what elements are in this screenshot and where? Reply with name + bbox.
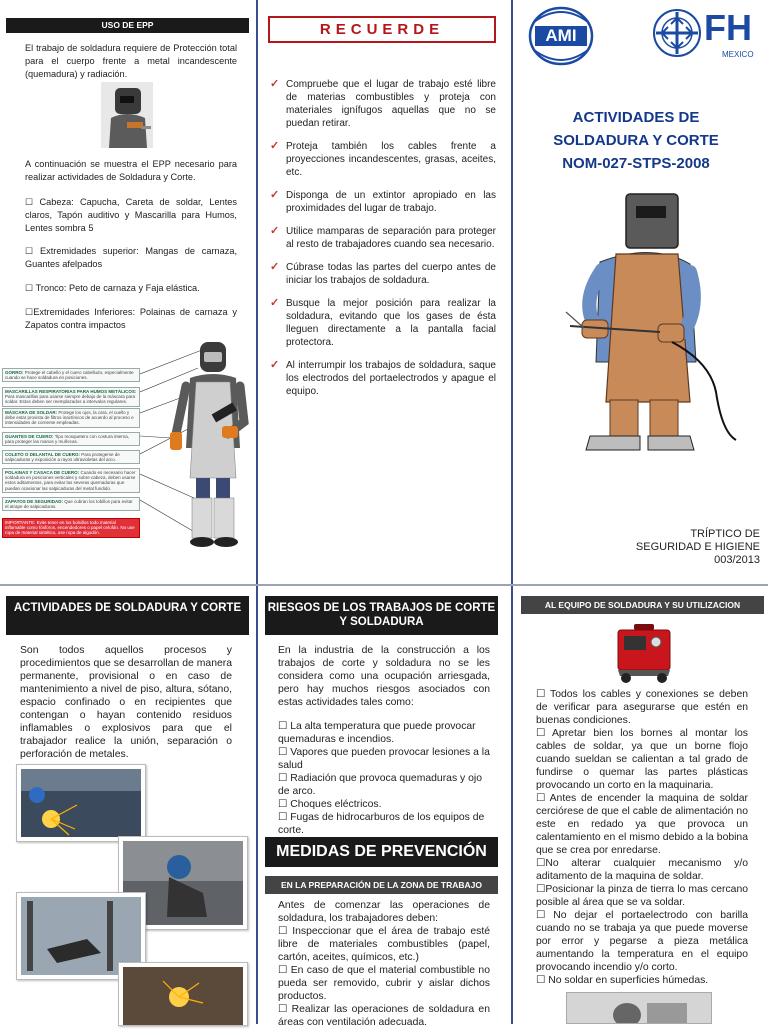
epp-continue-text: A continuación se muestra el EPP necesario para realizar actividades de Soldadura y Corte. <box>25 159 237 182</box>
check-icon: ✓ <box>270 78 280 90</box>
cover-title <box>518 106 754 175</box>
cover-footer-line: TRÍPTICO DE <box>690 528 760 540</box>
recuerde-item: ✓ Disponga de un extintor apropiado en las proximidades del lugar de trabajo. <box>270 189 496 214</box>
checkbox-icon: ☐ <box>536 884 546 895</box>
checkbox-icon: ☐ <box>25 246 40 257</box>
risks-header: RIESGOS DE LOS TRABAJOS DE CORTE Y SOLDADURA <box>265 596 498 635</box>
checkbox-icon: ☐ <box>25 306 34 317</box>
epp-intro: El trabajo de soldadura requiere de Protección total para el cuerpo frente a metal incandescente (quemadura) y radiación. <box>25 43 237 79</box>
recuerde-list <box>268 78 496 408</box>
cover-title-line: SOLDADURA Y CORTE <box>553 132 719 149</box>
recuerde-item: ✓ Al interrumpir los trabajos de soldadura, saque los electrodos del portaelectrodos y apague el equipo. <box>270 359 496 397</box>
check-icon: ✓ <box>270 297 280 309</box>
recuerde-item: ✓ Utilice mamparas de separación para proteger al resto de trabajadores cuando sea necesario. <box>270 225 496 250</box>
checkbox-icon: ☐ <box>25 282 36 293</box>
checkbox-icon: ☐ <box>278 799 291 810</box>
prep-item: ☐ Inspeccionar que el área de trabajo esté libre de materiales combustibles (papel, cartón, aceites, químicos, etc.) <box>278 926 490 963</box>
ppe-label: GORRO: Protege el cabello y el cuero cabelludo, especialmente cuando se hace soldadura en posiciones. <box>2 368 140 382</box>
welding-machine-image <box>612 622 676 684</box>
recuerde-item: ✓ Proteja también los cables frente a proyecciones incandescentes, grasas, aceites, etc. <box>270 140 496 178</box>
checkbox-icon: ☐ <box>536 975 549 986</box>
cover-footer-line: 003/2013 <box>714 554 760 566</box>
ami-logo-text: AMI <box>545 26 577 45</box>
cover-welder-illustration <box>540 192 740 462</box>
equipment-item: ☐ Todos los cables y conexiones se deben de verificar para asegurarse que estén en buenas condiciones. <box>536 689 748 726</box>
ami-logo <box>528 6 594 66</box>
epp-item: ☐ Cabeza: Capucha, Careta de soldar, Lentes claros, Tapón auditivo y Mascarilla para Humos, Lentes sombra 5 <box>25 197 237 233</box>
ppe-important-note: IMPORTANTE: Evite tener en los bolsillos todo material inflamable como fósforos, encendedores o papel celofán. No use ropa de material sintético, use ropa de algodón. <box>2 518 140 538</box>
fh-logo-sub: MEXICO <box>722 50 754 59</box>
ppe-label: POLAINAS Y CASACA DE CUERO: Cuando es necesario hacer soldadura en posiciones verticales y sobre cabeza, deben usarse estos aditamentos, para evitar las severas quemaduras que puedan ocasionar las salpicaduras del metal fundido. <box>2 468 140 493</box>
epp-item: ☐Extremidades Inferiores: Polainas de carnaza y Zapatos contra impactos <box>25 306 237 330</box>
welding-photo <box>118 962 248 1026</box>
ppe-label: MASCARILLAS RESPIRATORIAS PARA HUMOS METÁLICOS: Para mascarillas para usarse siempre debajo de la máscara para soldar. Estos deben ser reemplazados a intervalos regulares. <box>2 387 140 407</box>
checkbox-icon: ☐ <box>278 926 293 937</box>
recuerde-item: ✓ Busque la mejor posición para realizar la soldadura, evitando que los gases de ésta lleguen directamente a la pantalla facial protectora. <box>270 297 496 348</box>
equipment-item: ☐Posicionar la pinza de tierra lo mas cercano posible al área que se va soldar. <box>536 884 748 908</box>
checkbox-icon: ☐ <box>536 858 546 869</box>
check-icon: ✓ <box>270 225 280 237</box>
activities-text: Son todos aquellos procesos y procedimientos que se desarrollan de manera permanente, provisional o en caso de mantenimiento a nivel de piso, altura, sótano, espacio confinado o en recipientes que contengan o hayan contenido residuos inflamables o explosivos para que el trabajador realice la unión, separación o perforación de metales. <box>20 645 232 760</box>
checkbox-icon: ☐ <box>278 721 291 732</box>
risks-list <box>278 720 490 837</box>
recuerde-item: ✓ Compruebe que el lugar de trabajo esté libre de materias combustibles y proteja con materiales ignífugos aquellas que no se puedan retirar. <box>270 78 496 129</box>
epp-header: USO DE EPP <box>6 18 249 33</box>
ppe-label: ZAPATOS DE SEGURIDAD: Que cubran los tobillos para evitar el atrape de salpicaduras. <box>2 497 140 511</box>
checkbox-icon: ☐ <box>278 812 291 823</box>
checkbox-icon: ☐ <box>536 689 551 700</box>
prep-header: EN LA PREPARACIÓN DE LA ZONA DE TRABAJO <box>265 876 498 894</box>
ppe-label: MÁSCARA DE SOLDAR: Protege los ojos, la cara, el cuello y debe estar provista de filtros inactínicos de acuerdo al proceso e intensidades de corriente empleadas. <box>2 408 140 428</box>
cover-footer <box>560 528 760 567</box>
risks-intro: En la industria de la construcción a los trabajos de corte y soldadura no se les considera como una ocupación arriesgada, pero hay muchos riesgos asociados con estas actividades tales como: <box>278 645 490 708</box>
prep-item: ☐ Realizar las operaciones de soldadura en áreas con ventilación adecuada. <box>278 1004 490 1028</box>
fh-logo-text: FH <box>704 7 752 48</box>
risk-item: ☐ Fugas de hidrocarburos de los equipos de corte. <box>278 812 485 836</box>
check-icon: ✓ <box>270 261 280 273</box>
checkbox-icon: ☐ <box>25 197 40 207</box>
check-icon: ✓ <box>270 189 280 201</box>
welding-photo <box>16 764 146 842</box>
ppe-figure <box>140 338 256 548</box>
equipment-item: ☐ No soldar en superficies húmedas. <box>536 975 709 986</box>
risk-item: ☐ Choques eléctricos. <box>278 799 382 810</box>
equipment-item: ☐ Apretar bien los bornes al montar los cables de soldar, ya que un borne flojo cuando sueldan se calientan a tal grado de fundirse o quemar las partes plásticas provocando un corto en la maquinaria. <box>536 728 748 791</box>
prep-item: ☐ En caso de que el material combustible no pueda ser removido, cubrir y aislar dichos productos. <box>278 965 490 1002</box>
epp-item-list <box>25 196 237 342</box>
activities-header: ACTIVIDADES DE SOLDADURA Y CORTE <box>6 596 249 635</box>
ppe-label: GUANTES DE CUERO: Tipo mosquetero con costura interna, para proteger las manos y muñecas. <box>2 432 140 446</box>
recuerde-header: RECUERDE <box>268 16 496 43</box>
risk-item: ☐ Vapores que pueden provocar lesiones a la salud <box>278 747 490 771</box>
prep-list <box>278 925 490 1029</box>
equipment-item: ☐ Antes de encender la maquina de soldar cerciórese de que el cable de alimentación no este en redado ya que provoca un calentamiento en el mismo debido a la bobina que se crea por enredarse. <box>536 793 748 856</box>
equipment-header: AL EQUIPO DE SOLDADURA Y SU UTILIZACION <box>521 596 764 614</box>
risk-item: ☐ La alta temperatura que puede provocar quemaduras e incendios. <box>278 721 476 745</box>
equipment-list <box>536 688 748 987</box>
check-icon: ✓ <box>270 359 280 371</box>
ppe-label: COLETO O DELANTAL DE CUERO: Para protegerse de salpicaduras y exposición a rayos ultravioletas del arco. <box>2 450 140 464</box>
panel-divider-right <box>511 0 513 1024</box>
prevention-header: MEDIDAS DE PREVENCIÓN <box>265 837 498 867</box>
epp-item: ☐ Tronco: Peto de carnaza y Faja elástica. <box>25 282 200 293</box>
bottom-photo <box>566 992 712 1024</box>
check-icon: ✓ <box>270 140 280 152</box>
fold-divider <box>0 584 768 586</box>
checkbox-icon: ☐ <box>536 728 552 739</box>
cover-title-line: NOM-027-STPS-2008 <box>562 155 710 172</box>
prep-intro: Antes de comenzar las operaciones de soldadura, los trabajadores deben: <box>278 900 490 924</box>
panel-divider-left <box>256 0 258 1024</box>
checkbox-icon: ☐ <box>536 910 554 921</box>
epp-item: ☐ Extremidades superior: Mangas de carnaza, Guantes afelpados <box>25 246 237 270</box>
checkbox-icon: ☐ <box>278 747 291 758</box>
cover-title-line: ACTIVIDADES DE <box>572 109 700 126</box>
checkbox-icon: ☐ <box>278 1004 292 1015</box>
checkbox-icon: ☐ <box>278 965 291 976</box>
risk-item: ☐ Radiación que provoca quemaduras y ojo de arco. <box>278 773 482 797</box>
equipment-item: ☐No alterar cualquier mecanismo y/o aditamento de la maquina de soldar. <box>536 858 748 882</box>
checkbox-icon: ☐ <box>536 793 550 804</box>
cover-footer-line: SEGURIDAD E HIGIENE <box>635 541 760 553</box>
welder-photo <box>101 82 153 148</box>
equipment-item: ☐ No dejar el portaelectrodo con barilla cuando no se trabaja ya que puede moverse por error y pegarse a pieza metálica aumentando la temperatura en el equipo provocando incendio y/o corto. <box>536 910 749 973</box>
recuerde-item: ✓ Cúbrase todas las partes del cuerpo antes de iniciar los trabajos de soldadura. <box>270 261 496 286</box>
checkbox-icon: ☐ <box>278 773 291 784</box>
fh-logo <box>652 8 762 60</box>
